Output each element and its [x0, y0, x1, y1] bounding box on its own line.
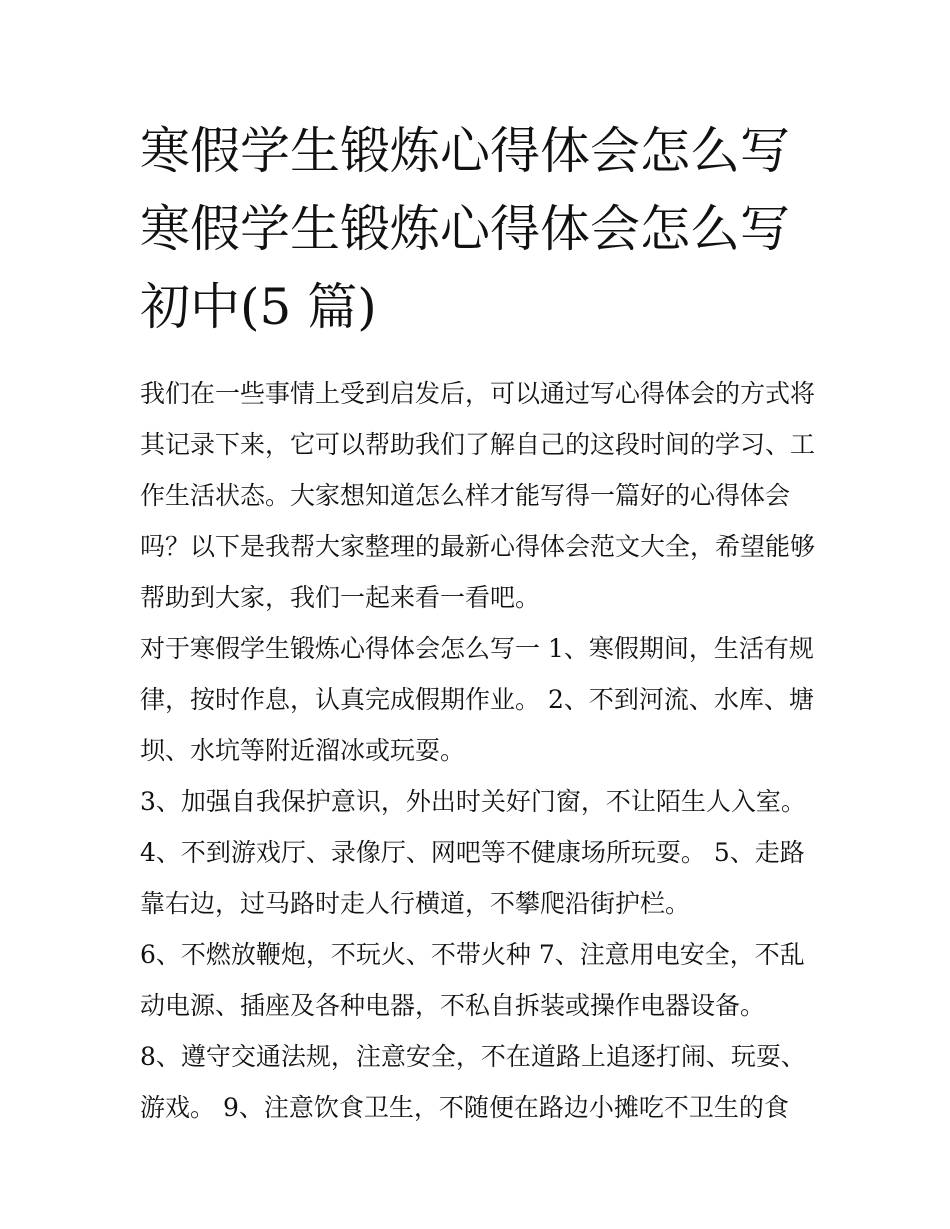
text-line: 4、不到游戏厅、录像厅、网吧等不健康场所玩耍。 5、走路 [140, 838, 805, 867]
text-line: 对于寒假学生锻炼心得体会怎么写一 1、寒假期间，生活有规 [140, 634, 814, 663]
text-line: 吗？以下是我帮大家整理的最新心得体会范文大全，希望能够 [140, 532, 816, 561]
text-line: 律，按时作息，认真完成假期作业。 2、不到河流、水库、塘 [140, 685, 814, 714]
title-line: 初中(5 篇) [140, 278, 377, 336]
text-line: 3、加强自我保护意识，外出时关好门窗，不让陌生人入室。 [140, 787, 806, 816]
text-line: 帮助到大家，我们一起来看一看吧。 [140, 583, 541, 612]
paragraph-item-1-2 [140, 623, 820, 776]
paragraph-item-3 [140, 776, 820, 827]
title-line: 寒假学生锻炼心得体会怎么写 [140, 200, 790, 258]
text-line: 坝、水坑等附近溜冰或玩耍。 [140, 736, 466, 765]
document-body [140, 368, 820, 1133]
text-line: 6、不燃放鞭炮，不玩火、不带火种 7、注意用电安全，不乱 [140, 940, 805, 969]
text-line: 动电源、插座及各种电器，不私自拆装或操作电器设备。 [140, 991, 766, 1020]
paragraph-intro [140, 368, 820, 623]
text-line: 其记录下来，它可以帮助我们了解自己的这段时间的学习、工 [140, 430, 816, 459]
text-line: 游戏。 9、注意饮食卫生，不随便在路边小摊吃不卫生的食 [140, 1093, 789, 1122]
text-line: 作生活状态。大家想知道怎么样才能写得一篇好的心得体会 [140, 481, 791, 510]
text-line: 8、遵守交通法规，注意安全，不在道路上追逐打闹、玩耍、 [140, 1042, 806, 1071]
document-title [140, 112, 820, 346]
text-line: 我们在一些事情上受到启发后，可以通过写心得体会的方式将 [140, 379, 816, 408]
text-line: 靠右边，过马路时走人行横道，不攀爬沿街护栏。 [140, 889, 691, 918]
paragraph-item-8-9 [140, 1031, 820, 1133]
document-page [140, 112, 820, 1133]
paragraph-item-6-7 [140, 929, 820, 1031]
paragraph-item-4-5 [140, 827, 820, 929]
title-line: 寒假学生锻炼心得体会怎么写 [140, 122, 790, 180]
